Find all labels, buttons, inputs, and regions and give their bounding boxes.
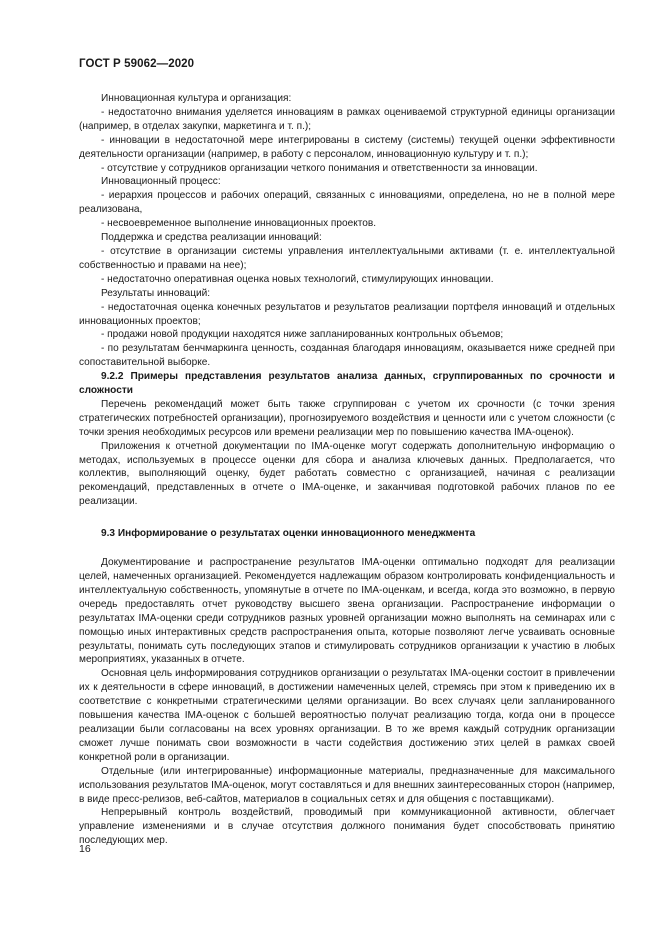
paragraph: Основная цель информирования сотрудников организации о результатах IMA-оценки состоит в привлечении их к деятельности в сфере инноваций, в достижении намеченных целей, стремясь при этом к приведению их в соответствие с конкретными стратегическими целями организации. Во всех случаях цели запланированного повышения качества IMA-оценок с большей вероятностью получат реализацию тогда, когда они в процессе реализации были согласованы на всех уровнях организации. В то же время каждый сотрудник организации сможет лучше понимать свои возможности в части содействия достижению этих целей в рамках своей конкретной роли в организации. [79,668,615,763]
subsection-heading: 9.2.2 Примеры представления результатов анализа данных, сгруппированных по срочности и сложности [79,371,615,397]
paragraph: Отдельные (или интегрированные) информационные материалы, предназначенные для максимального использования результатов IMA-оценок, могут составляться и для внешних заинтересованных сторон (например, в виде пресс-релизов, веб-сайтов, материалов в социальных сетях и для общения с поставщиками). [79,765,615,805]
list-item: - инновации в недостаточной мере интегрированы в систему (системы) текущей оценки эффективности деятельности организации (например, в работу с персоналом, инновационную культуру и т. п.); [79,134,615,160]
paragraph: Перечень рекомендаций может быть также сгруппирован с учетом их срочности (с точки зрения стратегических потребностей организации), прогнозируемого воздействия и ценности или с учетом сложности (с точки зрения необходимых ресурсов или времени реализации мер по повышению качества IMA-оценок). [79,398,615,438]
paragraph: Непрерывный контроль воздействий, проводимый при коммуникационной активности, облегчает управление изменениями и в случае отсутствия должного понимания будет способствовать принятию последующих мер. [79,807,615,847]
list-item: - иерархия процессов и рабочих операций, связанных с инновациями, определена, но не в полной мере реализована, [79,190,615,216]
page-body [79,92,615,848]
list-item: - недостаточная оценка конечных результатов и результатов реализации портфеля инноваций и отдельных инновационных проектов; [79,301,615,327]
list-item: - отсутствие у сотрудников организации четкого понимания и ответственности за инновации. [101,162,538,174]
document-header: ГОСТ Р 59062—2020 [79,58,195,70]
paragraph: Приложения к отчетной документации по IMA-оценке могут содержать дополнительную информацию о методах, используемых в процессе оценки для сбора и анализа ключевых данных. Предполагается, что коллектив, выполняющий оценку, будет работать совместно с организацией, начиная с реализации рекомендаций, представленных в отчете о IMA-оценке, и заканчивая подготовкой рабочих планов по ее реализации. [79,440,615,508]
paragraph: Документирование и распространение результатов IMA-оценки оптимально подходят для реализации целей, намеченных организацией. Рекомендуется надлежащим образом контролировать конфиденциальность и интеллектуальную собственность, упомянутые в отчете по IMA-оценкам, и всегда, когда это возможно, в первую очередь предоставлять отчет руководству высшего звена организации. Распространение информации о результатах IMA-оценки среди сотрудников разных уровней организации можно выполнять на семинарах или с помощью иных интерактивных средств распространения опыта, которые позволяют легче усваивать основные результаты, понимать суть последующих этапов и стимулировать сотрудников организации к участию в любых мероприятиях, указанных в отчете. [79,557,615,666]
list-item: - недостаточно оперативная оценка новых технологий, стимулирующих инновации. [101,273,494,285]
section-heading: 9.3 Информирование о результатах оценки инновационного менеджмента [101,528,476,540]
paragraph: Инновационная культура и организация: [101,93,292,104]
list-item: - продажи новой продукции находятся ниже запланированных контрольных объемов; [101,329,504,341]
list-item: - по результатам бенчмаркинга ценность, созданная благодаря инновациям, оказывается ниже средней при сопоставительной выборке. [79,343,615,369]
list-item: - несвоевременное выполнение инновационных проектов. [101,218,377,230]
page-number: 16 [79,843,91,855]
paragraph: Инновационный процесс: [101,176,221,188]
paragraph: Результаты инноваций: [101,287,211,299]
list-item: - отсутствие в организации системы управления интеллектуальными активами (т. е. интеллектуальной собственностью и правами на нее); [79,245,615,271]
list-item: - недостаточно внимания уделяется инновациям в рамках оцениваемой структурной единицы организации (например, в отделах закупки, маркетинга и т. п.); [79,106,615,132]
paragraph: Поддержка и средства реализации инноваций: [101,232,322,244]
